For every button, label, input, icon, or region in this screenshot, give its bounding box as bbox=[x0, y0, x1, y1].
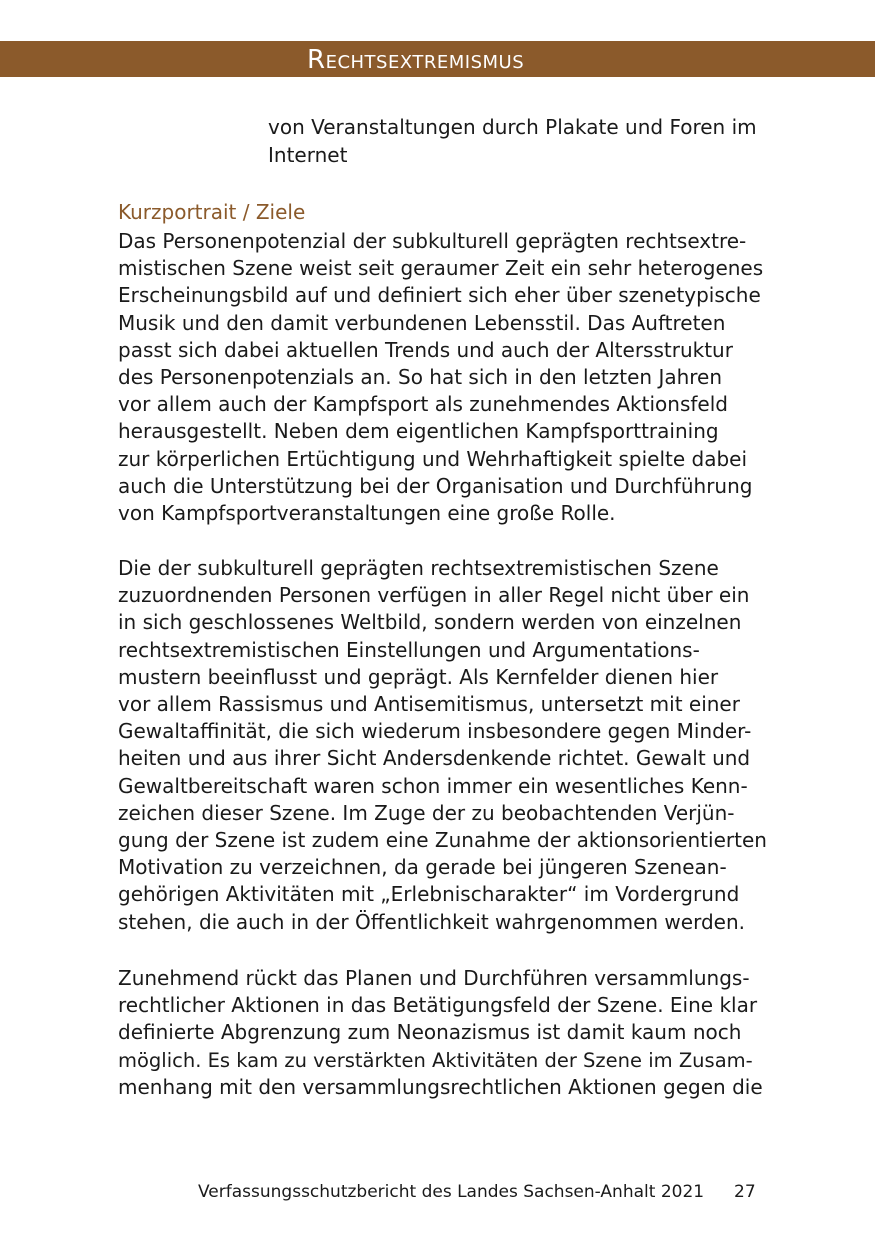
paragraph-line: stehen, die auch in der Öffentlichkeit wahrgenommen werden. bbox=[118, 909, 745, 934]
paragraph-line: von Kampfsportveranstaltungen eine große Rolle. bbox=[118, 501, 616, 526]
intro-line: von Veranstaltungen durch Plakate und Foren im bbox=[268, 115, 757, 139]
paragraph-line: gung der Szene ist zudem eine Zunahme der aktionsorientierten bbox=[118, 828, 767, 853]
paragraph-line: möglich. Es kam zu verstärkten Aktivitäten der Szene im Zusam- bbox=[118, 1048, 753, 1072]
paragraph-line: vor allem Rassismus und Antisemitismus, untersetzt mit einer bbox=[118, 692, 740, 717]
intro-line: Internet bbox=[268, 143, 348, 167]
section-heading: Kurzportrait / Ziele bbox=[118, 200, 306, 224]
paragraph-line: mistischen Szene weist seit geraumer Zeit ein sehr heterogenes bbox=[118, 256, 764, 281]
paragraph-line: Motivation zu verzeichnen, da gerade bei jüngeren Szenean- bbox=[118, 855, 727, 880]
paragraph-line: herausgestellt. Neben dem eigentlichen Kampfsporttraining bbox=[118, 419, 719, 444]
paragraph-line: mustern beeinflusst und geprägt. Als Kernfelder dienen hier bbox=[118, 664, 719, 689]
paragraph-3 bbox=[118, 965, 768, 1101]
paragraph-line: gehörigen Aktivitäten mit „Erlebnischarakter“ im Vordergrund bbox=[118, 882, 740, 907]
paragraph-line: zuzuordnenden Personen verfügen in aller Regel nicht über ein bbox=[118, 583, 750, 608]
paragraph-line: auch die Unterstützung bei der Organisation und Durchführung bbox=[118, 473, 753, 498]
paragraph-line: rechtsextremistischen Einstellungen und Argumentations- bbox=[118, 637, 700, 662]
paragraph-line: Das Personenpotenzial der subkulturell geprägten rechtsextre- bbox=[118, 229, 747, 253]
paragraph-line: menhang mit den versammlungsrechtlichen Aktionen gegen die bbox=[118, 1074, 763, 1099]
footer-publication-title: Verfassungsschutzbericht des Landes Sachsen-Anhalt 2021 bbox=[198, 1182, 705, 1202]
paragraph-line: des Personenpotenzials an. So hat sich in den letzten Jahren bbox=[118, 365, 723, 390]
paragraph-2 bbox=[118, 555, 768, 936]
intro-continuation bbox=[268, 113, 768, 169]
paragraph-line: Gewaltaffinität, die sich wiederum insbesondere gegen Minder- bbox=[118, 719, 752, 744]
paragraph-line: zur körperlichen Ertüchtigung und Wehrhaftigkeit spielte dabei bbox=[118, 446, 748, 471]
chapter-title-rest: echtsextremismus bbox=[325, 45, 525, 75]
paragraph-line: Erscheinungsbild auf und definiert sich eher über szenetypische bbox=[118, 283, 761, 308]
paragraph-line: heiten und aus ihrer Sicht Andersdenkende richtet. Gewalt und bbox=[118, 746, 751, 771]
paragraph-line: definierte Abgrenzung zum Neonazismus ist damit kaum noch bbox=[118, 1020, 742, 1045]
chapter-title-initial: R bbox=[307, 45, 326, 75]
paragraph-line: vor allem auch der Kampfsport als zunehmendes Aktionsfeld bbox=[118, 392, 728, 417]
paragraph-line: Musik und den damit verbundenen Lebensstil. Das Auftreten bbox=[118, 310, 726, 335]
paragraph-1 bbox=[118, 228, 768, 527]
chapter-title bbox=[307, 45, 524, 75]
page-number: 27 bbox=[734, 1182, 756, 1202]
paragraph-line: rechtlicher Aktionen in das Betätigungsfeld der Szene. Eine klar bbox=[118, 993, 758, 1018]
paragraph-line: Zunehmend rückt das Planen und Durchführen versammlungs- bbox=[118, 966, 750, 990]
paragraph-line: passt sich dabei aktuellen Trends und auch der Altersstruktur bbox=[118, 337, 733, 362]
paragraph-line: Die der subkulturell geprägten rechtsextremistischen Szene bbox=[118, 556, 719, 580]
paragraph-line: in sich geschlossenes Weltbild, sondern werden von einzelnen bbox=[118, 610, 742, 635]
paragraph-line: zeichen dieser Szene. Im Zuge der zu beobachtenden Verjün- bbox=[118, 800, 735, 825]
paragraph-line: Gewaltbereitschaft waren schon immer ein wesentliches Kenn- bbox=[118, 773, 748, 798]
